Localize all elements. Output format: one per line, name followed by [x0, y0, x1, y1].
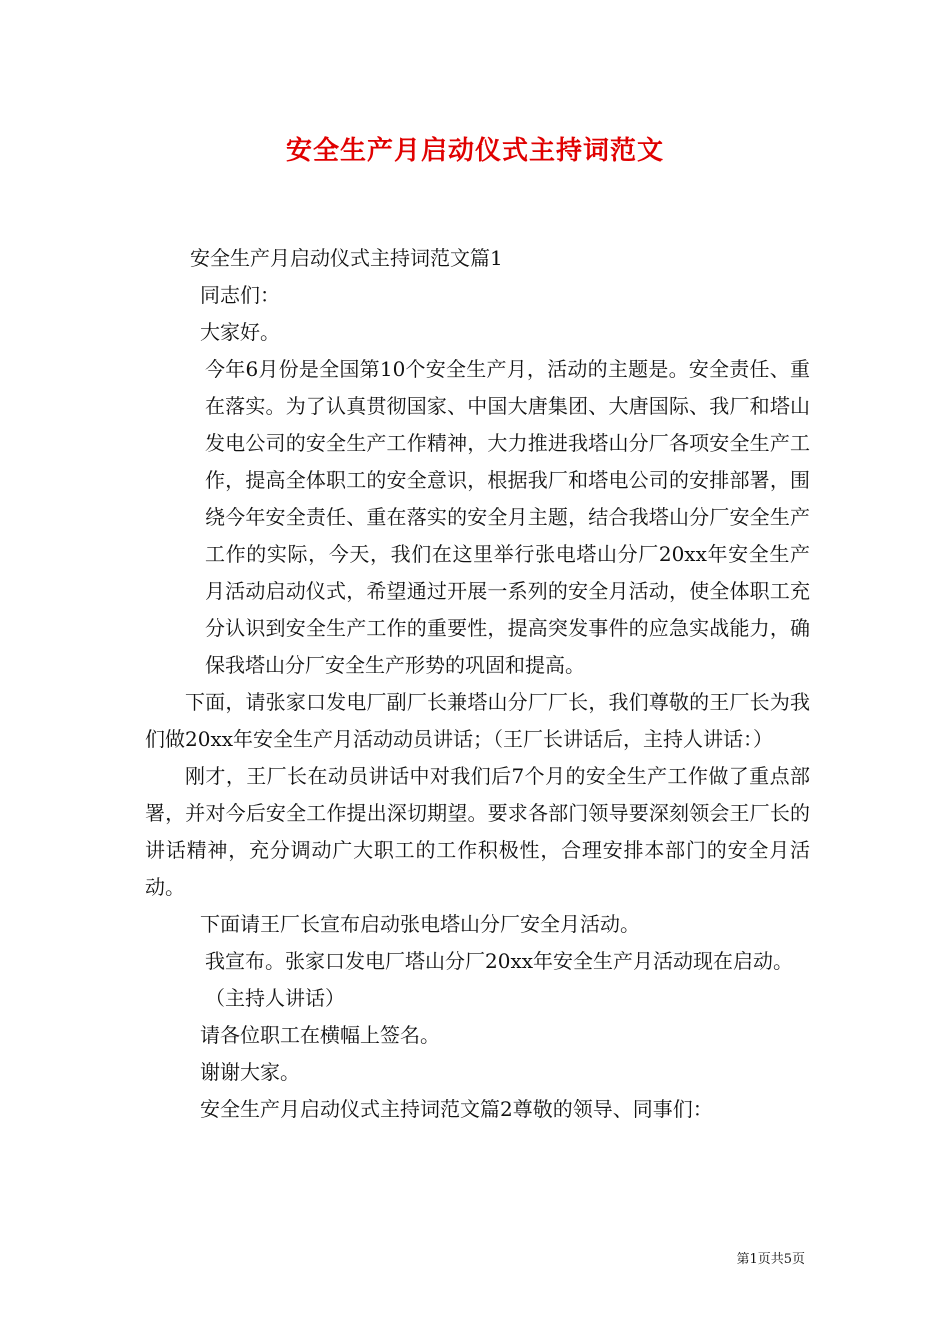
document-title: 安全生产月启动仪式主持词范文	[285, 136, 664, 166]
paragraph: 今年6月份是全国第10个安全生产月，活动的主题是。安全责任、重在落实。为了认真贯彻国家、中国大唐集团、大唐国际、我厂和塔山发电公司的安全生产工作精神，大力推进我塔山分厂各项安全生产工作，提高全体职工的安全意识，根据我厂和塔电公司的安排部署，围绕今年安全责任、重在落实的安全月主题，结合我塔山分厂安全生产工作的实际，今天，我们在这里举行张电塔山分厂20xx年安全生产月活动启动仪式，希望通过开展一系列的安全月活动，使全体职工充分认识到安全生产工作的重要性，提高突发事件的应急实战能力，确保我塔山分厂安全生产形势的巩固和提高。	[205, 357, 810, 677]
paragraph: 下面，请张家口发电厂副厂长兼塔山分厂厂长，我们尊敬的王厂长为我们做20xx年安全生产月活动动员讲话；（王厂长讲话后，主持人讲话：）	[145, 690, 810, 751]
section-heading-2: 安全生产月启动仪式主持词范文篇2尊敬的领导、同事们：	[200, 1097, 713, 1121]
document-body	[145, 240, 810, 1128]
page-number: 第1页共5页	[736, 1252, 805, 1267]
paragraph: 谢谢大家。	[200, 1060, 300, 1084]
paragraph: 我宣布。张家口发电厂塔山分厂20xx年安全生产月活动现在启动。	[205, 949, 794, 973]
paragraph: 刚才，王厂长在动员讲话中对我们后7个月的安全生产工作做了重点部署，并对今后安全工作提出深切期望。要求各部门领导要深刻领会王厂长的讲话精神，充分调动广大职工的工作积极性，合理安排本部门的安全月活动。	[145, 764, 810, 899]
greeting: 大家好。	[200, 320, 280, 344]
paragraph: （主持人讲话）	[205, 986, 345, 1010]
section-heading-1: 安全生产月启动仪式主持词范文篇1	[190, 246, 503, 270]
paragraph: 下面请王厂长宣布启动张电塔山分厂安全月活动。	[200, 912, 640, 936]
paragraph: 请各位职工在横幅上签名。	[200, 1023, 440, 1047]
salutation: 同志们：	[200, 283, 280, 307]
